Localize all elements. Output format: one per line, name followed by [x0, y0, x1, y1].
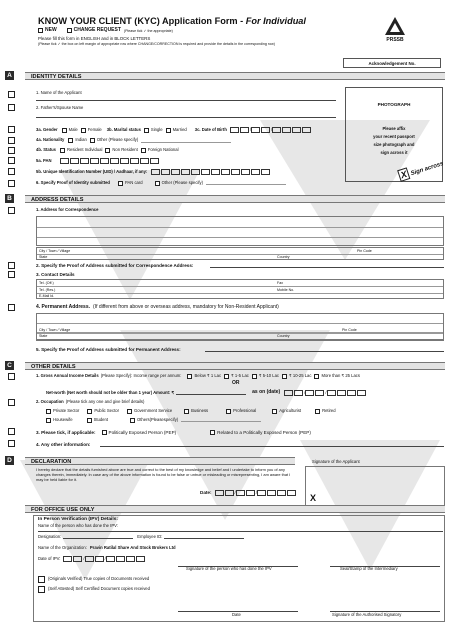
- pep-checkbox[interactable]: [102, 430, 107, 435]
- section-a-title: IDENTITY DETAILS: [25, 72, 445, 80]
- others-checkbox[interactable]: [130, 418, 135, 423]
- row-checkbox[interactable]: [8, 147, 15, 154]
- sign-across-mark: X Sign across: [397, 157, 444, 182]
- self-attested-checkbox[interactable]: [38, 586, 45, 593]
- perm-proof-field[interactable]: [205, 351, 444, 352]
- new-label: NEW: [45, 27, 57, 33]
- photo-note-2: your recent passport: [373, 134, 415, 140]
- row-checkbox[interactable]: [8, 399, 15, 406]
- declaration-text: I hereby declare that the details furnished above are true and correct to the best of my knowledge and belief and I undertake to inform you of any changes therein, immediately. In case any of the above information is found to be false or untrue or misleading or misrepresenting, I am aware that I may be held liable for it.: [36, 467, 291, 483]
- perm-city-state-box[interactable]: City / Town / Village Pin Code State Country: [36, 327, 444, 340]
- government-service-checkbox[interactable]: [127, 409, 132, 414]
- self-attested-row: (Self Attested) Self Certified Document copies received: [38, 586, 150, 593]
- section-b-letter: B: [5, 194, 14, 203]
- pep-row: 3. Please tick, if applicable: Politically Exposed Person (PEP) Related to a Politically Exposed Person (PEP): [36, 430, 311, 435]
- section-d-letter: D: [5, 456, 14, 465]
- row-checkbox[interactable]: [8, 104, 15, 111]
- office-use-title: FOR OFFICE USE ONLY: [25, 505, 445, 513]
- private-sector-checkbox[interactable]: [46, 409, 51, 414]
- occupation-row-1: Private Sector Public Sector Government Service Business Professional Agriculturist Retired: [46, 409, 336, 414]
- change-note: (Please tick ✓ the appropriate): [123, 28, 173, 33]
- nonresident-checkbox[interactable]: [105, 148, 110, 153]
- income-1-5-checkbox[interactable]: [224, 374, 229, 379]
- declaration-date-row: Date: / /: [200, 490, 297, 496]
- permanent-address-label: 4. Permanent Address. (If different from above or overseas address, mandatory for Non-Resident Applicant): [36, 304, 279, 310]
- originals-verified-row: (Originals Verified) True copies of Documents received: [38, 576, 149, 583]
- public-sector-checkbox[interactable]: [87, 409, 92, 414]
- corr-proof-label: 2. Specify the Proof of Address submitted for Correspondence Address:: [36, 263, 194, 268]
- photo-note-4: sign across it: [380, 149, 408, 155]
- row-checkbox[interactable]: [8, 271, 15, 278]
- networth-row: Net-worth (Net worth should not be older than 1 year) Amount: ₹ as on (date) / /: [46, 390, 367, 396]
- father-name-field[interactable]: [36, 117, 336, 118]
- city-state-box[interactable]: City / Town / Village Pin Code State Country: [36, 247, 444, 260]
- form-type-row: [38, 28, 173, 34]
- photo-note-1: Please affix: [382, 126, 406, 132]
- ipv-divider: [38, 531, 443, 532]
- correspondence-address-label: 1. Address for Correspondence: [36, 207, 99, 212]
- row-checkbox[interactable]: [8, 180, 15, 187]
- housewife-checkbox[interactable]: [46, 418, 51, 423]
- change-request-checkbox[interactable]: [67, 28, 72, 33]
- signature-x-mark: X: [310, 493, 317, 503]
- authorised-signature-label: Signature of the Authorised Signatory: [332, 612, 402, 617]
- business-checkbox[interactable]: [184, 409, 189, 414]
- student-checkbox[interactable]: [87, 418, 92, 423]
- other-info-label: 4. Any other information:: [36, 442, 91, 447]
- pan-row: 5a. PAN: [36, 158, 160, 164]
- foreign-checkbox[interactable]: [141, 148, 146, 153]
- row-checkbox[interactable]: [8, 373, 15, 380]
- section-d-title: DECLARATION: [25, 457, 295, 465]
- pan-card-checkbox[interactable]: [118, 181, 123, 186]
- fill-note: Please fill this form in ENGLISH and in BLOCK LETTERS: [38, 36, 151, 41]
- seal-label: Seal/Stamp of the Intermediary: [340, 566, 398, 571]
- contact-details-label: 3. Contact Details: [36, 272, 75, 277]
- ipv-designation-row: Designation: Employee ID:: [38, 535, 244, 540]
- company-logo: [360, 16, 430, 44]
- acknowledgement-no-box[interactable]: Acknowledgement No.: [343, 58, 441, 68]
- row-checkbox[interactable]: [8, 137, 15, 144]
- correspondence-address-field[interactable]: [36, 216, 444, 246]
- row-checkbox[interactable]: [8, 207, 15, 214]
- male-checkbox[interactable]: [62, 128, 67, 133]
- status-row: 4b. Status Resident Individual Non Resident Foreign National: [36, 147, 179, 153]
- row-checkbox[interactable]: [8, 262, 15, 269]
- photo-note-3: size photograph and: [373, 141, 415, 147]
- gender-marital-dob-row: 3a. Gender Male Female 3b. Marital status Single Married 3c. Date of Birth / /: [36, 127, 312, 133]
- new-checkbox[interactable]: [38, 28, 43, 33]
- section-c-letter: C: [5, 361, 14, 370]
- occupation-row-2: Housewife Student Others(Pleasespecify): [46, 418, 261, 423]
- indian-checkbox[interactable]: [68, 138, 73, 143]
- ipv-title: In Person Verification (IPV) Details:: [38, 517, 118, 522]
- married-checkbox[interactable]: [166, 128, 171, 133]
- applicant-signature-box[interactable]: [305, 466, 445, 506]
- other-proof-checkbox[interactable]: [155, 181, 160, 186]
- related-pep-checkbox[interactable]: [210, 430, 215, 435]
- applicant-signature-label: Signature of the Applicant: [312, 459, 360, 464]
- logo-text: PRSSB: [386, 36, 404, 43]
- ipv-date-row: Date of IPV: / /: [38, 556, 146, 562]
- retired-checkbox[interactable]: [315, 409, 320, 414]
- other-nationality-checkbox[interactable]: [90, 138, 95, 143]
- ipv-org-row: Name of the Organization: Pravin Ratilal Share And Stock Brokers Ltd: [38, 545, 176, 550]
- contact-details-box[interactable]: Tel. (Off.) Tel. (Res.) E-Mail Id. Fax Mobile No.: [36, 279, 444, 299]
- occupation-label: 2. Occupation (Please tick any one and give brief details): [36, 399, 145, 404]
- professional-checkbox[interactable]: [226, 409, 231, 414]
- or-label: OR: [232, 380, 240, 386]
- resident-checkbox[interactable]: [60, 148, 65, 153]
- row-checkbox[interactable]: [8, 168, 15, 175]
- perm-proof-label: 5. Specify the Proof of Address submitted for Permanent Address:: [36, 347, 181, 352]
- id-proof-row: 6. Specify Proof of Identity submitted PAN card Other (Please specify): [36, 181, 286, 186]
- photo-label: PHOTOGRAPH: [377, 102, 411, 107]
- nationality-row: 4a. Nationality Indian Other (Please specify): [36, 138, 231, 143]
- agriculturist-checkbox[interactable]: [272, 409, 277, 414]
- row-checkbox[interactable]: [8, 304, 15, 311]
- row-checkbox[interactable]: [8, 440, 15, 447]
- row-checkbox[interactable]: [8, 428, 15, 435]
- office-date-label: Date: [232, 612, 241, 617]
- x-mark-icon: X: [397, 167, 410, 182]
- section-b-title: ADDRESS DETAILS: [25, 195, 445, 203]
- change-request-label: CHANGE REQUEST: [73, 27, 121, 33]
- applicant-name-label: 1. Name of the Applicant: [36, 90, 82, 95]
- logo-icon: [384, 16, 406, 36]
- uid-row: 5b. Unique Identification Number (UID) / Aadhaar, if any:: [36, 169, 271, 175]
- corr-proof-field[interactable]: [210, 267, 444, 268]
- female-checkbox[interactable]: [81, 128, 86, 133]
- income-10-25-checkbox[interactable]: [282, 374, 287, 379]
- applicant-name-field[interactable]: [36, 100, 336, 101]
- originals-verified-checkbox[interactable]: [38, 576, 45, 583]
- income-above-25-checkbox[interactable]: [314, 374, 319, 379]
- form-title: KNOW YOUR CLIENT (KYC) Application Form - For Individual: [38, 16, 306, 26]
- income-row: 1. Gross Annual Income Details (Please Specify): Income range per annum: Below ₹ 1 Lac ₹ 1-5 Lac ₹ 5-10 Lac ₹ 10-25 Lac More than ₹ 25 Lacs: [36, 373, 360, 379]
- ipv-signature-label: Signature of the person who has done the IPV: [186, 566, 272, 571]
- row-checkbox[interactable]: [8, 157, 15, 164]
- father-name-label: 2. Father's/Spouse Name: [36, 105, 84, 110]
- section-c-title: OTHER DETAILS: [25, 362, 445, 370]
- section-a-letter: A: [5, 71, 14, 80]
- tick-note: (Please tick ✓ the box on left margin of appropriate row where CHANGE/CORRECTION is required and provide the details in the corresponding row): [38, 42, 275, 46]
- other-info-field[interactable]: [100, 446, 444, 447]
- row-checkbox[interactable]: [8, 91, 15, 98]
- income-5-10-checkbox[interactable]: [252, 374, 257, 379]
- single-checkbox[interactable]: [144, 128, 149, 133]
- row-checkbox[interactable]: [8, 126, 15, 133]
- income-below-1-checkbox[interactable]: [187, 374, 192, 379]
- ipv-name-label: Name of the person who has done the IPV:: [38, 523, 118, 528]
